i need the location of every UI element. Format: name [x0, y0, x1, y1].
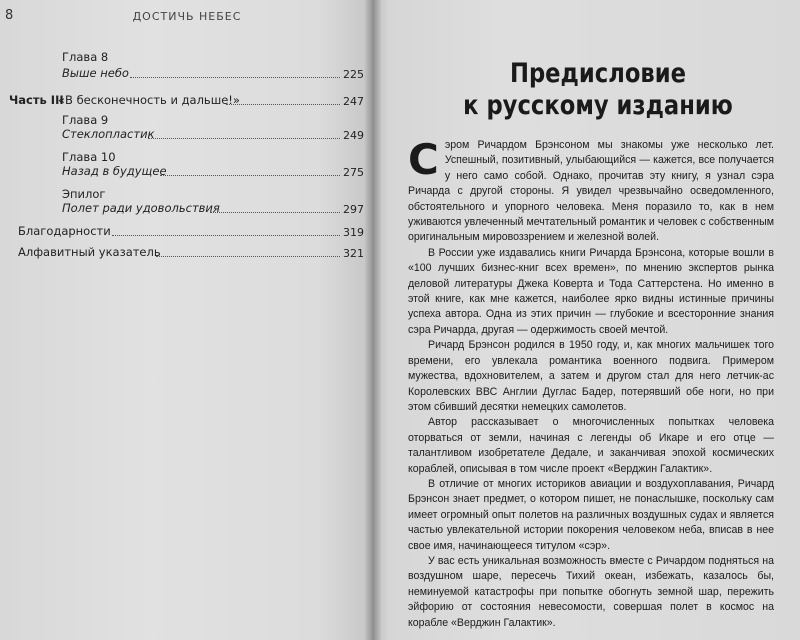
toc-leader [226, 104, 340, 105]
toc-leader [160, 175, 340, 176]
toc-leader [210, 212, 340, 213]
toc-part-label: Часть III [9, 93, 64, 107]
left-page [0, 0, 374, 640]
toc-page-number: 319 [343, 226, 364, 239]
toc-chapter-label: Глава 8 [62, 50, 109, 64]
paragraph: Ричард Брэнсон родился в 1950 году, и, как многих мальчишек того времени, его увлекала романтика военного подвига. Примером мужества, вдохновителем, а затем и другом стал для него летчик-ас Королевских ВВС Англии Дуглас Бадер, потерявший обе ноги, но при этом сбивший десятки немецких самолетов. [408, 339, 774, 413]
toc-page-number: 247 [343, 95, 364, 108]
paragraph: В отличие от многих историков авиации и воздухоплавания, Ричард Брэнсон знает предмет, о котором пишет, не понаслышке, поскольку сам имеет огромный опыт полетов на различных воздушных судах и является частью увлекательной истории покорения человеком неба, вписав в нее свое имя, начинающееся титулом «сэр». [408, 477, 774, 552]
preface-body [408, 135, 774, 631]
paragraph: Автор рассказывает о многочисленных попытках человека оторваться от земли, начиная с легенды об Икаре и его отце — талантливом изобретателе Дедале, и заканчивая эпохой космических кораблей, описывая в том числе проект «Верджин Галактик». [408, 416, 774, 475]
toc-leader [148, 138, 340, 139]
toc-leader [130, 77, 340, 78]
toc-page-number: 225 [343, 68, 364, 81]
toc-page-number: 249 [343, 129, 364, 142]
paragraph: У вас есть уникальная возможность вместе с Ричардом подняться на воздушном шаре, пересечь Тихий океан, избежать, казалось бы, неминуемой катастрофы при попытке обогнуть земной шар, пережить эйфорию от состояния невесомости, совершая полет в космос на корабле «Верджин Галактик». [408, 554, 774, 629]
toc-chapter-label: Глава 10 [62, 150, 116, 164]
paragraph-text: эром Ричардом Брэнсоном мы знакомы уже несколько лет. Успешный, позитивный, улыбающийся — кажется, все получается у него само собой. Однако, прочитав эту книгу, я узнал сэра Ричарда с другой стороны. Я увидел чрезвычайно осведомленного, обстоятельного и упорного человека. Меня поразило то, как в нем уживаются увлеченный мечтательный романтик и человек с собственным оригинальным мировоззрением и железной волей. [408, 139, 774, 244]
heading-line-2: к русскому изданию [463, 90, 733, 121]
drop-cap: С [408, 135, 439, 184]
toc-chapter-title: Выше небо [62, 66, 129, 80]
toc-page-number: 275 [343, 166, 364, 179]
paragraph [408, 135, 774, 246]
toc-section-title: Алфавитный указатель [18, 245, 161, 259]
page-number: 8 [5, 8, 14, 23]
toc-leader [112, 235, 340, 236]
toc-chapter-label: Глава 9 [62, 113, 109, 127]
toc-leader [156, 256, 340, 257]
toc-page-number: 297 [343, 203, 364, 216]
chapter-heading [447, 58, 749, 122]
toc-page-number: 321 [343, 247, 364, 260]
toc-chapter-title: Полет ради удовольствия [62, 201, 220, 215]
paragraph: В России уже издавались книги Ричарда Брэнсона, которые вошли в «100 лучших бизнес-книг всех времен», по мнению экспертов рынка деловой литературы Джека Коверта и Тода Саттерстена. Но именно в этой книге, как мне кажется, наиболее ярко видны истинные причины успеха автора. Одна из этих причин — глубокие и всесторонние знания сэра Ричарда, другая — одержимость своей мечтой. [408, 246, 774, 336]
toc-section-title: Благодарности [18, 224, 111, 238]
toc-chapter-label: Эпилог [62, 187, 106, 201]
toc-chapter-title: Назад в будущее [62, 164, 167, 178]
book-gutter [364, 0, 382, 640]
running-title: ДОСТИЧЬ НЕБЕС [132, 10, 242, 23]
toc-chapter-title: Стеклопластик [62, 127, 155, 141]
toc-part-title: «В бесконечность и дальше!» [58, 93, 240, 107]
table-of-contents [0, 0, 374, 640]
heading-line-1: Предисловие [509, 58, 687, 89]
